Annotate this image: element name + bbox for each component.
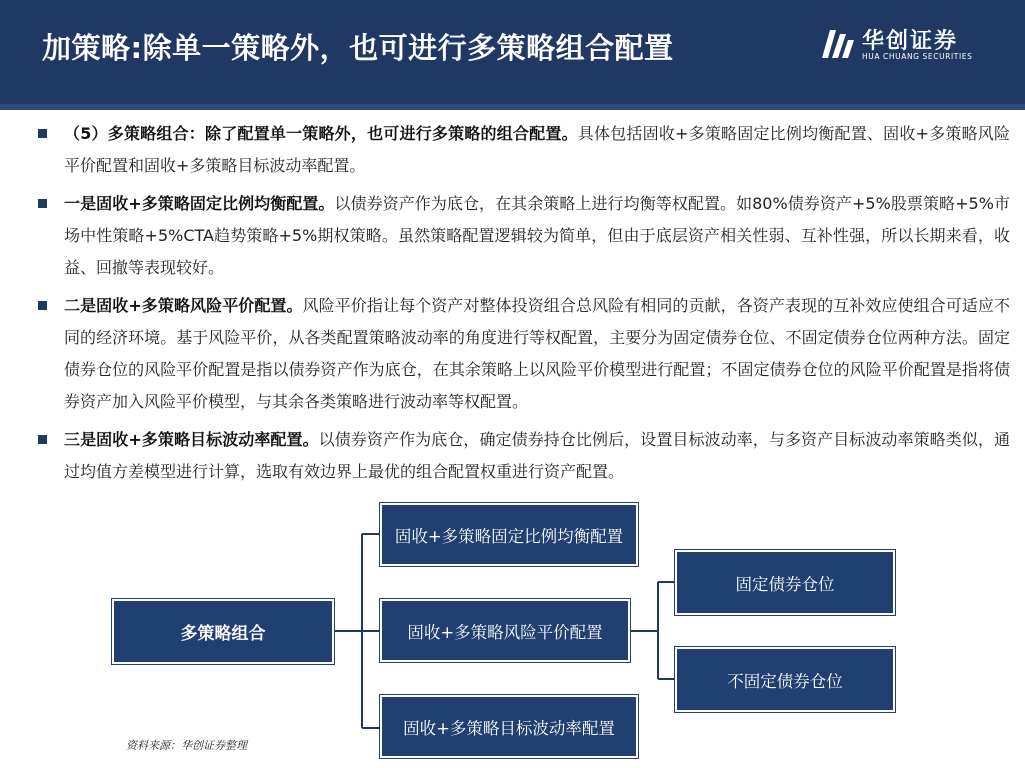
bullet-body: 具体包括固收+多策略固定比例均衡配置、固收+多策略风险平价配置和固收+多策略目标波动率配置。: [64, 124, 1010, 175]
branch-node-risk-parity: 固收+多策略风险平价配置: [380, 599, 630, 662]
bullet-lead: 三是固收+多策略目标波动率配置。: [64, 430, 319, 449]
strategy-tree-diagram: [0, 500, 1025, 768]
bullet-body: 风险平价指让每个资产对整体投资组合总风险有相同的贡献，各资产表现的互补效应使组合可适应不同的经济环境。基于风险平价，从各类配置策略波动率的角度进行等权配置，主要分为固定债券仓位、不固定债券仓位两种方法。固定债券仓位的风险平价配置是指以债券资产作为底仓，在其余策略上以风险平价模型进行配置；不固定债券仓位的风险平价配置是指将债券资产加入风险平价模型，与其余各类策略进行波动率等权配置。: [64, 296, 1010, 411]
page-title: 加策略:除单一策略外，也可进行多策略组合配置: [42, 31, 674, 65]
source-note: 资料来源：华创证券整理: [126, 739, 247, 752]
bullet-lead: 一是固收+多策略固定比例均衡配置。: [64, 194, 335, 213]
sub-node-fixed-bond: 固定债券仓位: [675, 550, 895, 615]
header-rule: [0, 104, 1025, 110]
company-logo: [820, 22, 990, 66]
branch-node-fixed-ratio: 固收+多策略固定比例均衡配置: [380, 503, 638, 566]
bullet-lead: （5）多策略组合：除了配置单一策略外，也可进行多策略的组合配置。: [64, 124, 578, 143]
bullet-lead: 二是固收+多策略风险平价配置。: [64, 296, 303, 315]
logo-mark-icon: [820, 24, 856, 60]
bullet-item: [38, 118, 1010, 182]
bullet-list: [38, 118, 1010, 494]
bullet-body: 以债券资产作为底仓，在其余策略上进行均衡等权配置。如80%债券资产+5%股票策略+5%市场中性策略+5%CTA趋势策略+5%期权策略。虽然策略配置逻辑较为简单，但由于底层资产相关性弱、互补性强，所以长期来看，收益、回撤等表现较好。: [64, 194, 1010, 277]
bullet-item: [38, 424, 1010, 488]
logo-subtitle: HUA CHUANG SECURITIES: [862, 52, 973, 61]
bullet-body: 以债券资产作为底仓，确定债券持仓比例后，设置目标波动率，与多资产目标波动率策略类似，通过均值方差模型进行计算，选取有效边界上最优的组合配置权重进行资产配置。: [64, 430, 1010, 481]
sub-node-non-fixed-bond: 不固定债券仓位: [675, 647, 895, 712]
root-node: 多策略组合: [112, 599, 334, 664]
header-bar: [0, 0, 1025, 110]
bullet-item: [38, 290, 1010, 418]
branch-node-target-volatility: 固收+多策略目标波动率配置: [380, 695, 638, 758]
logo-name: 华创证券: [862, 29, 959, 54]
bullet-item: [38, 188, 1010, 284]
